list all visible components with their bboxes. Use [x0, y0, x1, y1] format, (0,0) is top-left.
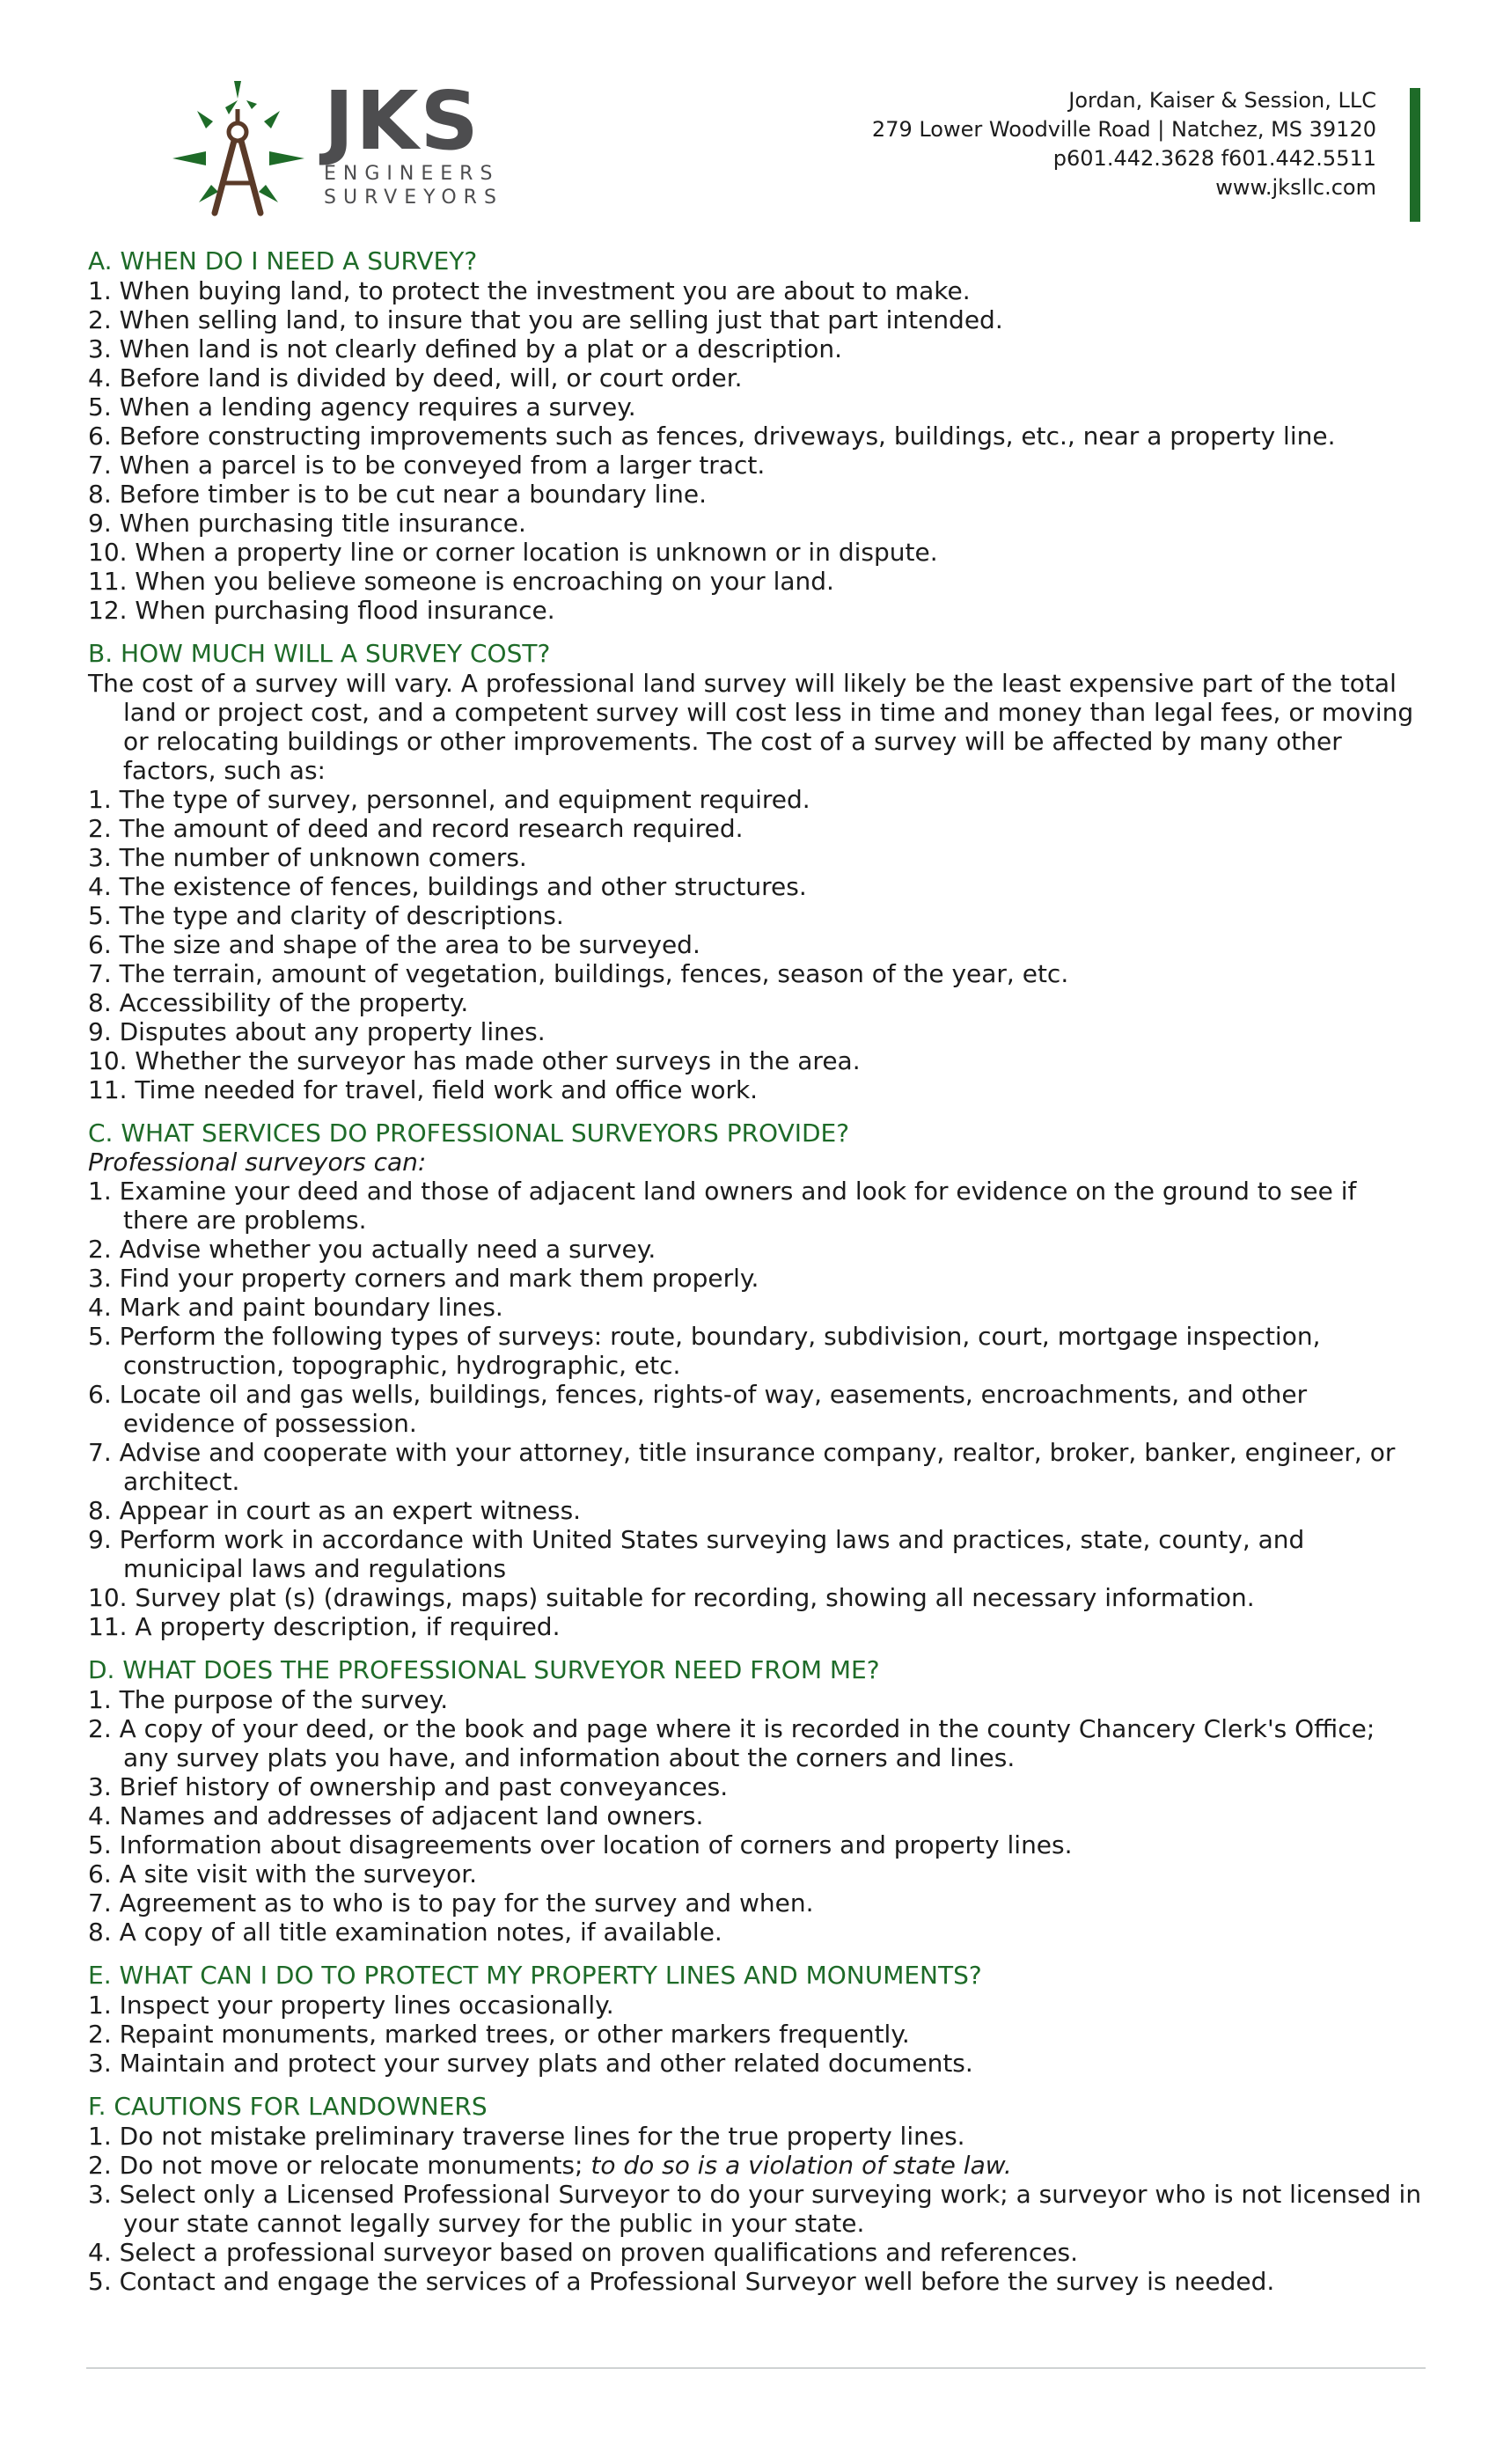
- list-item: 6. Locate oil and gas wells, buildings, fences, rights-of way, easements, encroachments, and other evidence of possession.: [88, 1380, 1308, 1438]
- list-item: 1. Inspect your property lines occasionally.: [88, 1991, 614, 2020]
- list-item: 8. Accessibility of the property.: [88, 988, 469, 1017]
- footer-divider: [86, 2367, 1426, 2369]
- accent-bar: [1410, 88, 1420, 222]
- list-item: 4. Before land is divided by deed, will, or court order.: [88, 363, 743, 392]
- list-item: 7. When a parcel is to be conveyed from a larger tract.: [88, 451, 766, 480]
- list-item-emphasis: to do so is a violation of state law.: [590, 2151, 1012, 2180]
- list-item: 5. When a lending agency requires a survey.: [88, 392, 636, 422]
- list-item: 3. Find your property corners and mark them properly.: [88, 1264, 759, 1293]
- list-item: 10. Survey plat (s) (drawings, maps) suitable for recording, showing all necessary information.: [88, 1583, 1255, 1612]
- list-item: 3. The number of unknown comers.: [88, 843, 527, 872]
- company-website[interactable]: www.jksllc.com: [1215, 175, 1376, 200]
- list-item: 9. When purchasing title insurance.: [88, 509, 526, 538]
- list-item: 11. Time needed for travel, field work and office work.: [88, 1075, 759, 1104]
- list-item: 2. When selling land, to insure that you are selling just that part intended.: [88, 305, 1003, 334]
- list-item: 5. Perform the following types of surveys: route, boundary, subdivision, court, mortgage inspection, construction, topographic, hydrographic, etc.: [88, 1322, 1321, 1380]
- list-item: 5. The type and clarity of descriptions.: [88, 901, 564, 930]
- list-item: 6. A site visit with the surveyor.: [88, 1859, 478, 1888]
- list-item: 3. Brief history of ownership and past conveyances.: [88, 1772, 729, 1801]
- section-a: [88, 246, 1426, 625]
- list-item-text: 2. Do not move or relocate monuments;: [88, 2151, 591, 2180]
- company-name: Jordan, Kaiser & Session, LLC: [1068, 88, 1376, 113]
- section-intro: The cost of a survey will vary. A professional land survey will likely be the least expensive part of the total land or project cost, and a competent survey will cost less in time and money than legal fees, or moving or relocating buildings or other improvements. The cost of a survey will be affected by many other factors, such as:: [88, 669, 1414, 785]
- list-item: [88, 2151, 1426, 2180]
- list-item: 10. Whether the surveyor has made other surveys in the area.: [88, 1046, 861, 1075]
- list-item: 7. The terrain, amount of vegetation, buildings, fences, season of the year, etc.: [88, 959, 1069, 988]
- list-item: 2. The amount of deed and record research required.: [88, 814, 744, 843]
- list-item: 11. A property description, if required.: [88, 1612, 561, 1641]
- list-item: 2. Advise whether you actually need a survey.: [88, 1235, 656, 1264]
- list-item: 4. The existence of fences, buildings and other structures.: [88, 872, 807, 901]
- section-d: [88, 1655, 1426, 1947]
- list-item: 5. Contact and engage the services of a Professional Surveyor well before the survey is needed.: [88, 2267, 1275, 2296]
- section-c: [88, 1118, 1426, 1641]
- list-item: 1. When buying land, to protect the investment you are about to make.: [88, 276, 971, 305]
- brand-tagline-engineers: ENGINEERS: [324, 163, 500, 185]
- list-item: 1. The type of survey, personnel, and equipment required.: [88, 785, 810, 814]
- list-item: 2. Repaint monuments, marked trees, or other markers frequently.: [88, 2020, 910, 2049]
- document-body: [88, 246, 1426, 2310]
- section-f: [88, 2092, 1426, 2296]
- brand-tagline-surveyors: SURVEYORS: [324, 187, 503, 209]
- list-item: 3. Maintain and protect your survey plats and other related documents.: [88, 2049, 973, 2078]
- section-title: E. WHAT CAN I DO TO PROTECT MY PROPERTY LINES AND MONUMENTS?: [88, 1961, 982, 1990]
- list-item: 7. Agreement as to who is to pay for the survey and when.: [88, 1888, 814, 1918]
- list-item: 3. When land is not clearly defined by a plat or a description.: [88, 334, 842, 363]
- brand-wordmark: [324, 74, 503, 209]
- list-item: 1. The purpose of the survey.: [88, 1685, 449, 1714]
- list-item: 6. Before constructing improvements such as fences, driveways, buildings, etc., near a property line.: [88, 422, 1336, 451]
- section-title: D. WHAT DOES THE PROFESSIONAL SURVEYOR NEED FROM ME?: [88, 1655, 880, 1684]
- list-item: 5. Information about disagreements over location of corners and property lines.: [88, 1830, 1073, 1859]
- company-phones: p601.442.3628 f601.442.5511: [1052, 146, 1376, 171]
- list-item: 11. When you believe someone is encroaching on your land.: [88, 567, 834, 596]
- list-item: 4. Select a professional surveyor based on proven qualifications and references.: [88, 2238, 1079, 2267]
- compass-star-icon: [172, 81, 304, 222]
- section-title: B. HOW MUCH WILL A SURVEY COST?: [88, 639, 551, 668]
- list-item: 3. Select only a Licensed Professional Surveyor to do your surveying work; a surveyor who is not licensed in your state cannot legally survey for the public in your state.: [88, 2180, 1422, 2238]
- list-item: 1. Examine your deed and those of adjacent land owners and look for evidence on the ground to see if there are problems.: [88, 1177, 1357, 1235]
- section-title: C. WHAT SERVICES DO PROFESSIONAL SURVEYORS PROVIDE?: [88, 1118, 850, 1148]
- section-e: [88, 1961, 1426, 2078]
- section-subtitle: Professional surveyors can:: [88, 1148, 427, 1177]
- section-title: A. WHEN DO I NEED A SURVEY?: [88, 246, 478, 275]
- list-item: 8. Appear in court as an expert witness.: [88, 1496, 582, 1525]
- list-item: 8. A copy of all title examination notes, if available.: [88, 1918, 722, 1947]
- list-item: 10. When a property line or corner location is unknown or in dispute.: [88, 538, 938, 567]
- list-item: 2. A copy of your deed, or the book and page where it is recorded in the county Chancery Clerk's Office; any survey plats you have, and information about the corners and lines.: [88, 1714, 1375, 1772]
- list-item: 1. Do not mistake preliminary traverse lines for the true property lines.: [88, 2122, 965, 2151]
- list-item: 6. The size and shape of the area to be surveyed.: [88, 930, 700, 959]
- jks-logo: [172, 74, 542, 222]
- section-b: [88, 639, 1426, 1104]
- letterhead: [0, 0, 1496, 238]
- list-item: 9. Disputes about any property lines.: [88, 1017, 546, 1046]
- list-item: 4. Mark and paint boundary lines.: [88, 1293, 503, 1322]
- list-item: 12. When purchasing flood insurance.: [88, 596, 555, 625]
- list-item: 4. Names and addresses of adjacent land owners.: [88, 1801, 704, 1830]
- contact-block: [872, 86, 1376, 202]
- list-item: 9. Perform work in accordance with United States surveying laws and practices, state, county, and municipal laws and regulations: [88, 1525, 1305, 1583]
- list-item: 8. Before timber is to be cut near a boundary line.: [88, 480, 708, 509]
- brand-name: JKS: [324, 74, 480, 168]
- section-title: F. CAUTIONS FOR LANDOWNERS: [88, 2092, 488, 2121]
- company-address: 279 Lower Woodville Road | Natchez, MS 39120: [871, 117, 1376, 142]
- list-item: 7. Advise and cooperate with your attorney, title insurance company, realtor, broker, banker, engineer, or architect.: [88, 1438, 1396, 1496]
